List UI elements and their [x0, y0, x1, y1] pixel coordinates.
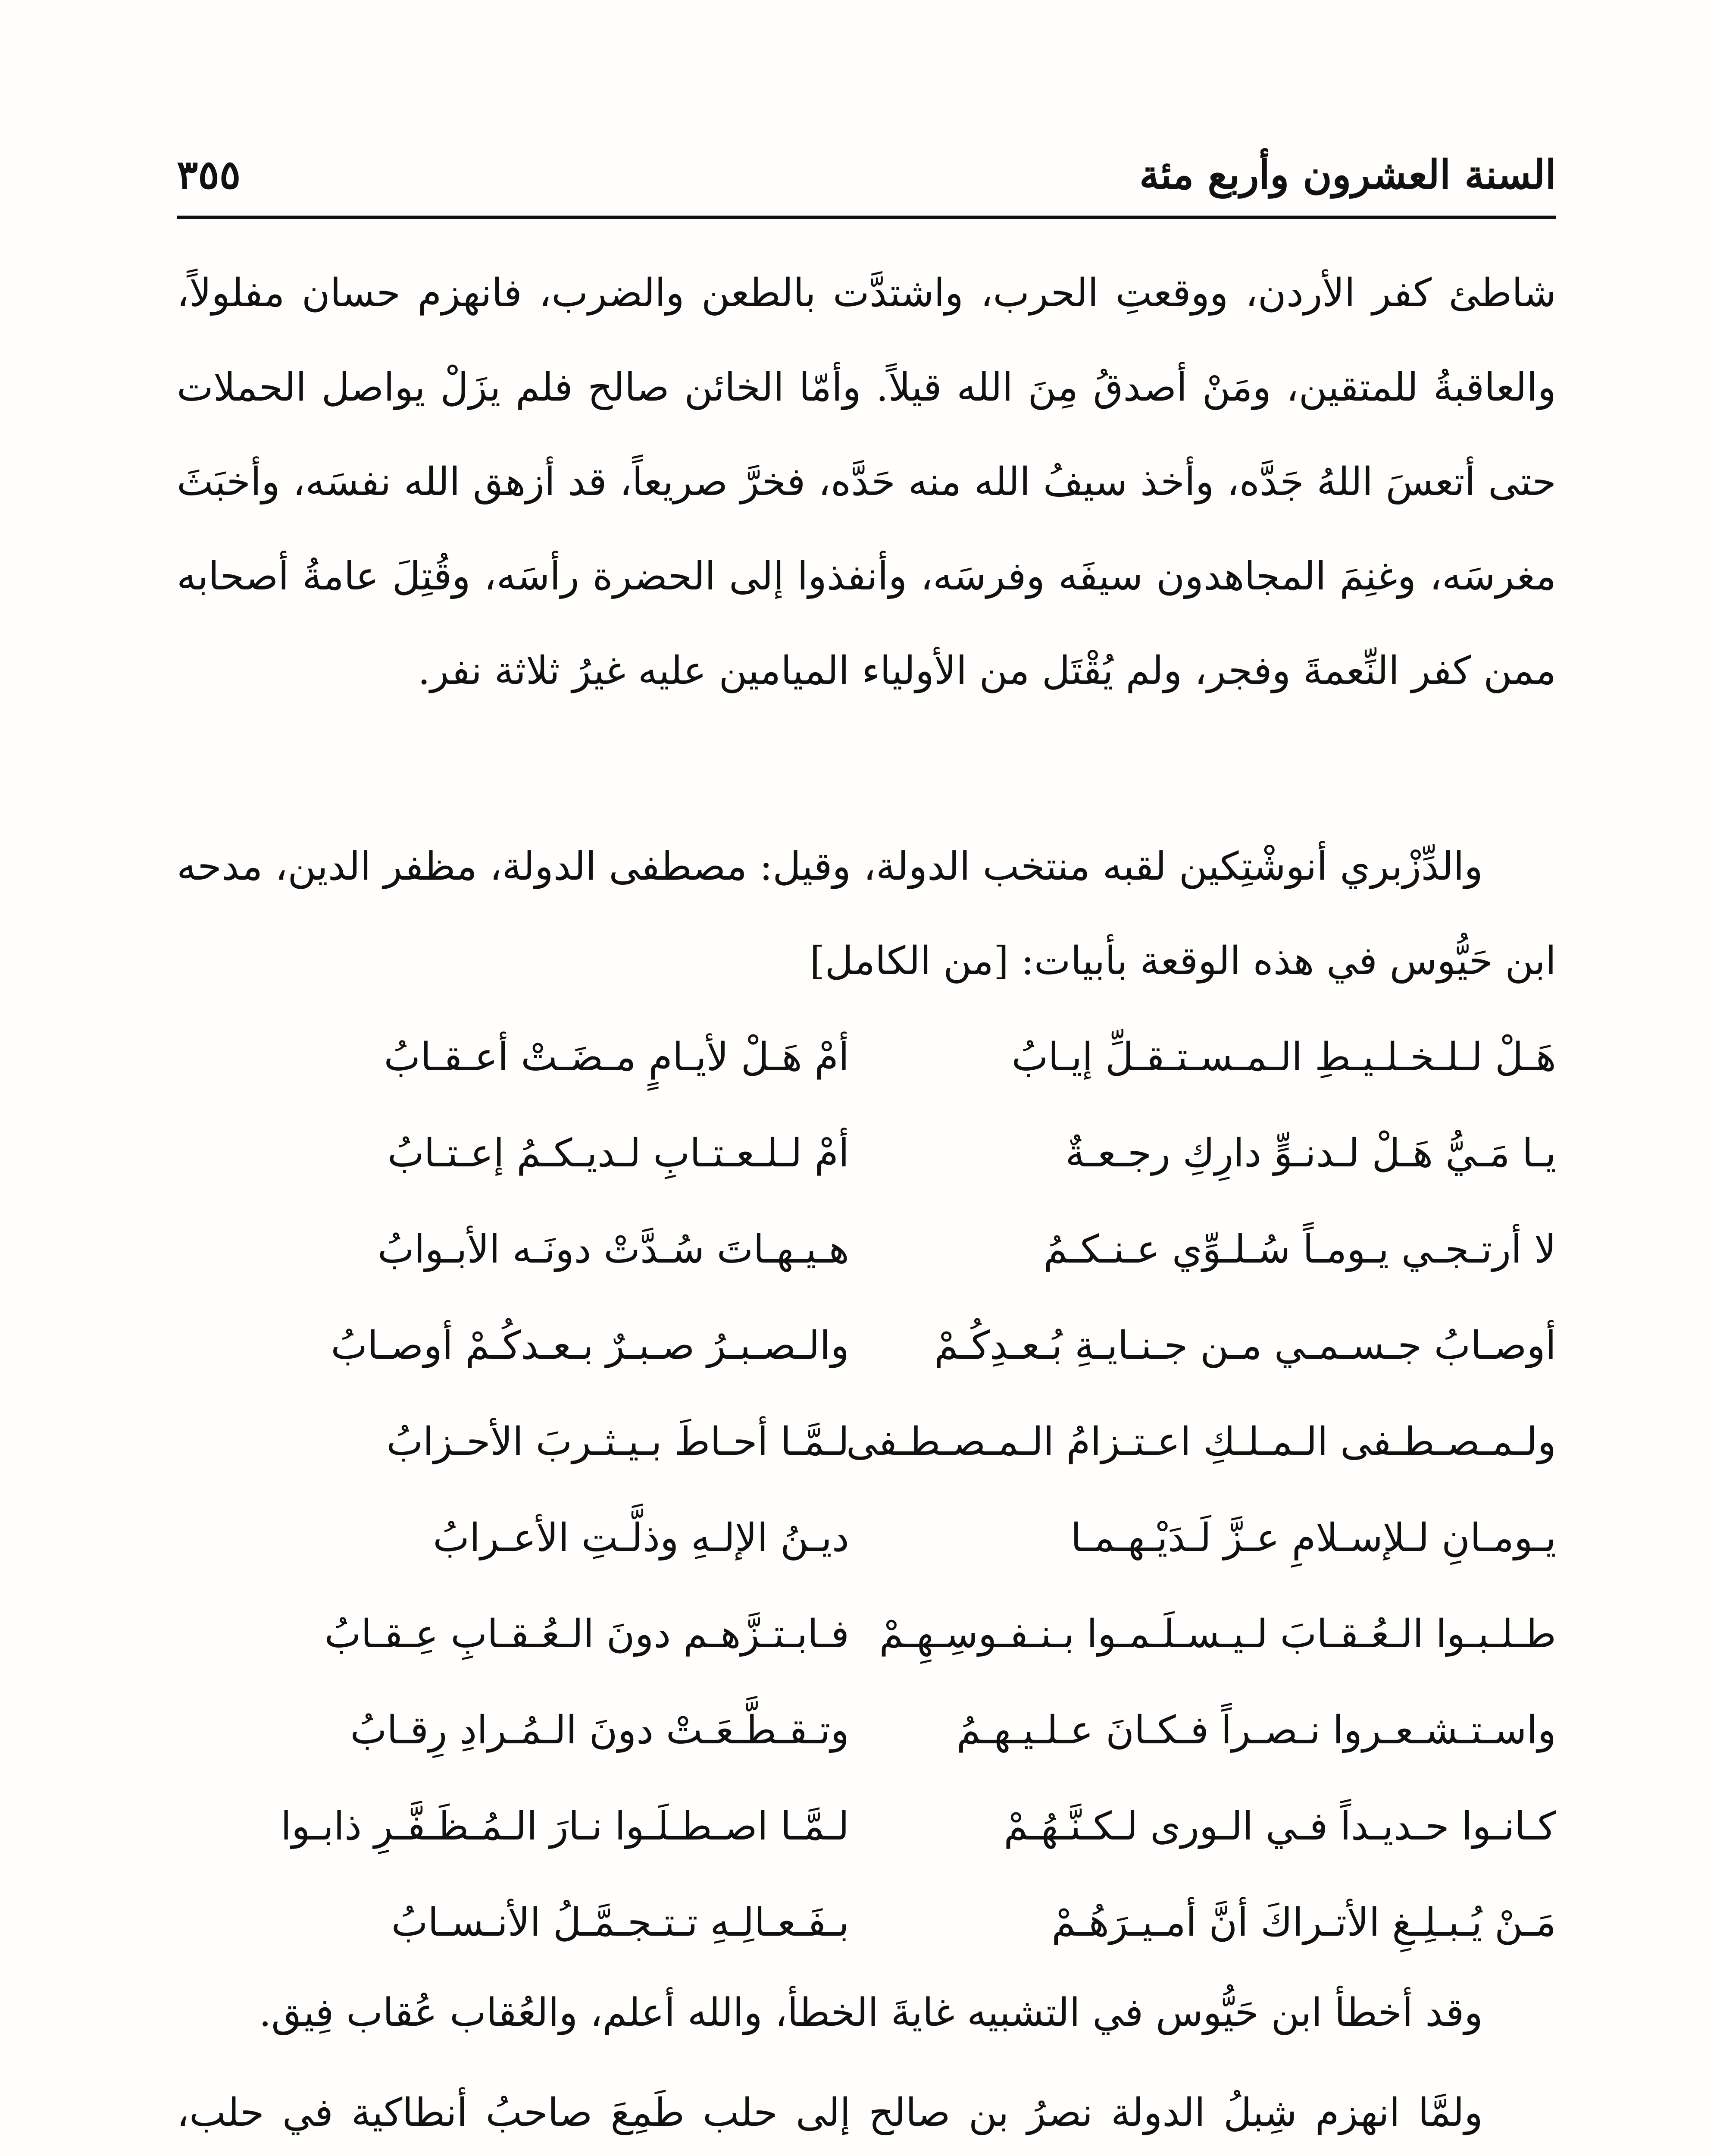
- paragraph-battle-account: شاطئ كفر الأردن، ووقعتِ الحرب، واشتدَّت بالطعن والضرب، فانهزم حسان مفلولاً، والعاقبةُ للمتقين، ومَنْ أصدقُ مِنَ الله قيلاً. وأمّا الخائن صالح فلم يزَلْ يواصل الحملات حتى أتعسَ اللهُ جَدَّه، وأخذ سيفُ الله منه حَدَّه، فخرَّ صريعاً، قد أزهق الله نفسَه، وأخبَثَ مغرسَه، وغنِمَ المجاهدون سيفَه وفرسَه، وأنفذوا إلى الحضرة رأسَه، وقُتِلَ عامةُ أصحابه ممن كفر النِّعمةَ وفجر، ولم يُقْتَل من الأولياء الميامين عليه غيرُ ثلاثة نفر.: [177, 270, 1556, 693]
- paragraph-dizbiri-introduction: والدِّزْبري أنوشْتِكين لقبه منتخب الدولة، وقيل: مصطفى الدولة، مظفر الدين، مدحه ابن حَيُّوس في هذه الوقعة بأبيات: [من الكامل]: [177, 844, 1556, 984]
- page-header: [177, 142, 1556, 207]
- first-hemistich: ولـمـصـطـفى الـمـلـكِ اعـتـزامُ الـمـصـطـفى: [846, 1419, 1556, 1464]
- second-hemistich: ديـنُ الإلـهِ وذلَّـتِ الأعـرابُ: [433, 1515, 849, 1561]
- first-hemistich: هَـلْ لـلـخـلـيـطِ الـمـسـتـقـلِّ إيـابُ: [1011, 1034, 1556, 1080]
- second-hemistich: لـمَّـا أحـاطَ بـيـثـربَ الأحـزابُ: [386, 1419, 849, 1464]
- poem-verses: [177, 1009, 1556, 1971]
- second-hemistich: هـيـهـاتَ سُـدَّتْ دونَـه الأبـوابُ: [377, 1227, 849, 1272]
- header-rule: [177, 216, 1556, 219]
- verse-row: [177, 1682, 1556, 1778]
- verse-row: [177, 1105, 1556, 1201]
- verse-row: [177, 1201, 1556, 1297]
- running-title: السنة العشرون وأربع مئة: [1139, 151, 1556, 198]
- verse-row: [177, 1009, 1556, 1105]
- second-hemistich: أمْ لـلـعـتـابِ لـديـكـمُ إعـتـابُ: [387, 1131, 849, 1176]
- second-hemistich: لـمَّـا اصـطـلَـوا نـارَ الـمُـظَـفَّـرِ ذابـوا: [281, 1804, 849, 1849]
- verse-row: [177, 1586, 1556, 1682]
- first-hemistich: طـلـبـوا الـعُـقـابَ لـيـسـلَـمـوا بـنـفـوسِـهِـمْ: [879, 1611, 1556, 1657]
- paragraph-critique-note: وقد أخطأ ابن حَيُّوس في التشبيه غايةَ الخطأ، والله أعلم، والعُقاب عُقاب فِيق.: [259, 1990, 1483, 2035]
- first-hemistich: أوصـابُ جـسـمـي مـن جـنـايـةِ بُـعـدِكُـمْ: [934, 1323, 1556, 1368]
- verse-row: [177, 1490, 1556, 1586]
- second-hemistich: والـصـبـرُ صـبـرٌ بـعـدكُـمْ أوصـابُ: [331, 1323, 849, 1368]
- verse-row: [177, 1394, 1556, 1490]
- paragraph-antioch-account: ولمَّا انهزم شِبلُ الدولة نصرُ بن صالح إلى حلب طَمِعَ صاحبُ أنطاكية في حلب،: [177, 2090, 1483, 2135]
- first-hemistich: يـومـانِ لـلإسـلامِ عـزَّ لَـدَيْـهـمـا: [1070, 1515, 1556, 1561]
- page-number: ٣٥٥: [177, 151, 241, 198]
- verse-row: [177, 1778, 1556, 1874]
- second-hemistich: أمْ هَـلْ لأيـامٍ مـضَـتْ أعـقـابُ: [384, 1034, 849, 1080]
- second-hemistich: وتـقـطَّـعَـتْ دونَ الـمُـرادِ رِقـابُ: [350, 1708, 849, 1753]
- verse-row: [177, 1874, 1556, 1971]
- second-hemistich: فـابـتـزَّهـم دونَ الـعُـقـابِ عِـقـابُ: [324, 1611, 849, 1657]
- first-hemistich: لا أرتـجـي يـومـاً سُـلـوِّي عـنـكـمُ: [1043, 1227, 1556, 1272]
- verse-row: [177, 1297, 1556, 1394]
- first-hemistich: مَـنْ يُـبـلِـغِ الأتـراكَ أنَّ أمـيـرَهُـمْ: [1051, 1900, 1556, 1945]
- first-hemistich: واسـتـشـعـروا نـصـراً فـكـانَ عـلـيـهـمُ: [956, 1708, 1556, 1753]
- second-hemistich: بـفَـعـالِـهِ تـتـجـمَّـلُ الأنـسـابُ: [391, 1900, 849, 1945]
- first-hemistich: كـانـوا حـديـداً فـي الـورى لـكـنَّـهُـمْ: [1004, 1804, 1556, 1849]
- first-hemistich: يـا مَـيُّ هَـلْ لـدنـوٍّ دارِكِ رجـعـةٌ: [1065, 1131, 1556, 1176]
